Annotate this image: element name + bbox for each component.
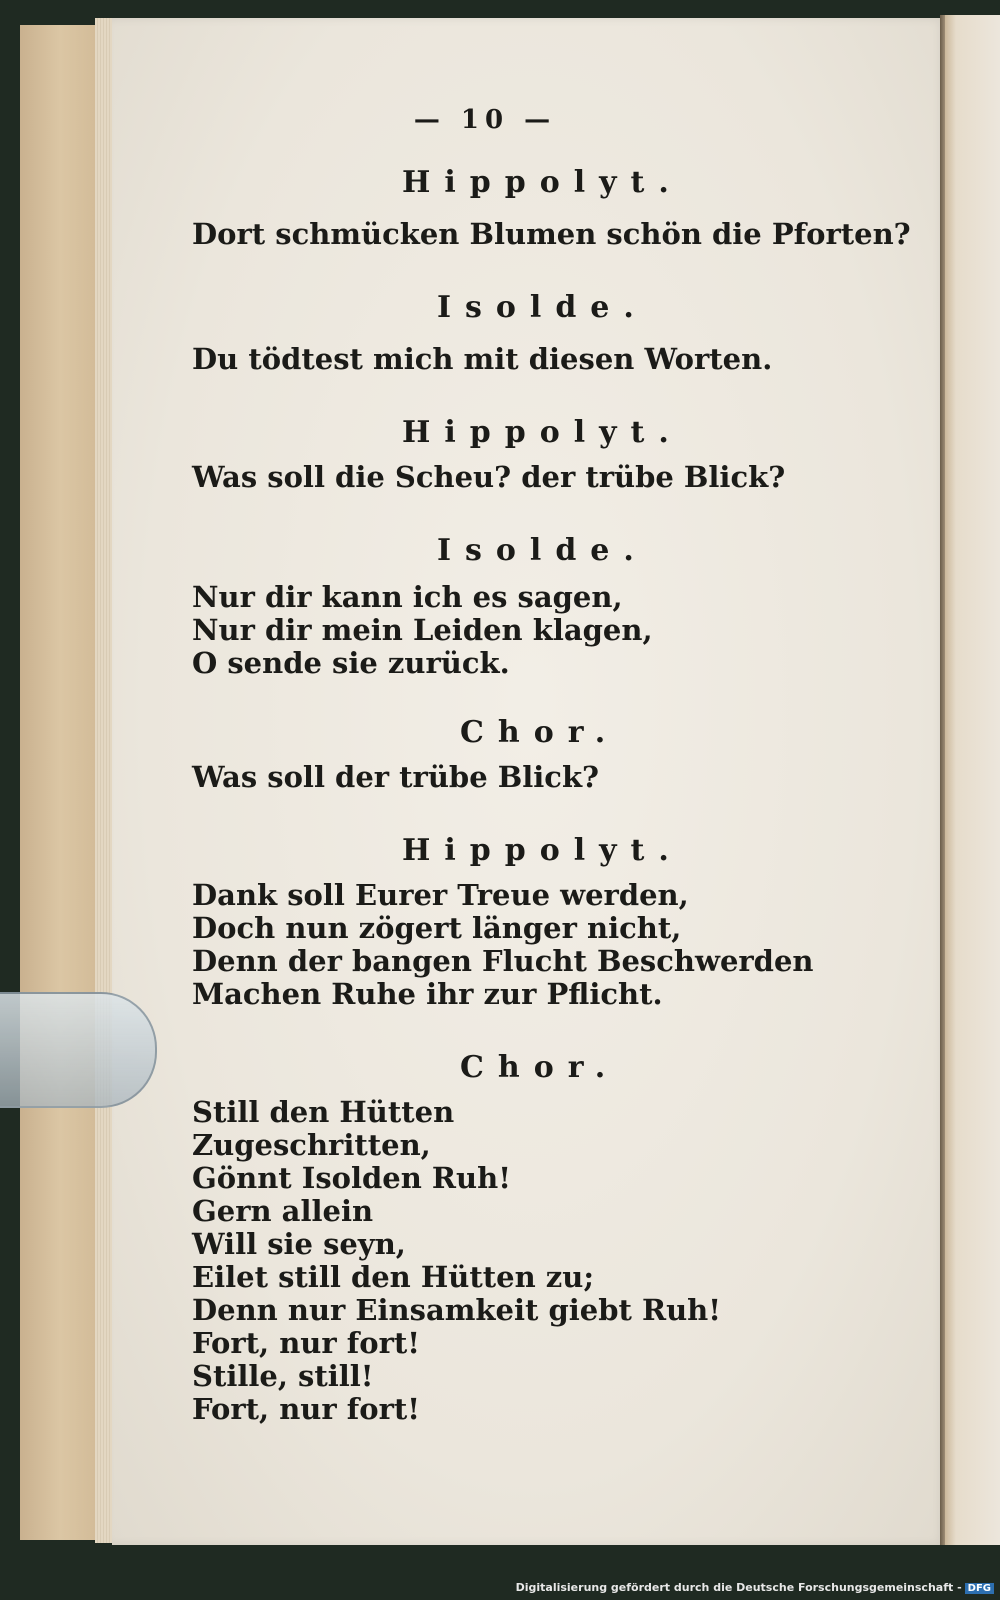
speaker-heading: Hippolyt. — [402, 833, 683, 868]
dfg-logo: DFG — [965, 1583, 994, 1594]
speaker-heading: Isolde. — [437, 533, 648, 568]
verse-line: Gönnt Isolden Ruh! — [192, 1161, 511, 1195]
verse-line: Still den Hütten — [192, 1095, 455, 1129]
speaker-heading: Chor. — [460, 1050, 620, 1085]
speaker-heading: Hippolyt. — [402, 415, 683, 450]
page-number: — 10 — — [413, 105, 557, 135]
page-clip — [0, 992, 157, 1108]
verse-line: Du tödtest mich mit diesen Worten. — [192, 342, 773, 376]
verse-line: Dort schmücken Blumen schön die Pforten? — [192, 217, 911, 251]
verse-line: Zugeschritten, — [192, 1128, 431, 1162]
verse-line: Was soll die Scheu? der trübe Blick? — [192, 460, 786, 494]
verse-line: Denn der bangen Flucht Beschwerden — [192, 944, 814, 978]
verse-line: Dank soll Eurer Treue werden, — [192, 878, 689, 912]
digitization-credit — [516, 1581, 994, 1594]
verse-line: Doch nun zögert länger nicht, — [192, 911, 682, 945]
verse-line: Nur dir mein Leiden klagen, — [192, 613, 653, 647]
verse-line: Stille, still! — [192, 1359, 374, 1393]
speaker-heading: Isolde. — [437, 290, 648, 325]
verse-line: Was soll der trübe Blick? — [192, 760, 600, 794]
verse-line: Gern allein — [192, 1194, 374, 1228]
verse-line: Fort, nur fort! — [192, 1392, 420, 1426]
verse-line: Denn nur Einsamkeit giebt Ruh! — [192, 1293, 721, 1327]
page-stack — [95, 18, 113, 1543]
facing-page-edge — [945, 15, 1000, 1545]
verse-line: O sende sie zurück. — [192, 646, 510, 680]
speaker-heading: Chor. — [460, 715, 620, 750]
credit-text: Digitalisierung gefördert durch die Deutsche Forschungsgemeinschaft - — [515, 1581, 962, 1594]
speaker-heading: Hippolyt. — [402, 165, 683, 200]
verse-line: Eilet still den Hütten zu; — [192, 1260, 595, 1294]
verse-line: Machen Ruhe ihr zur Pflicht. — [192, 977, 663, 1011]
verse-line: Nur dir kann ich es sagen, — [192, 580, 623, 614]
verse-line: Will sie seyn, — [192, 1227, 406, 1261]
verse-line: Fort, nur fort! — [192, 1326, 420, 1360]
